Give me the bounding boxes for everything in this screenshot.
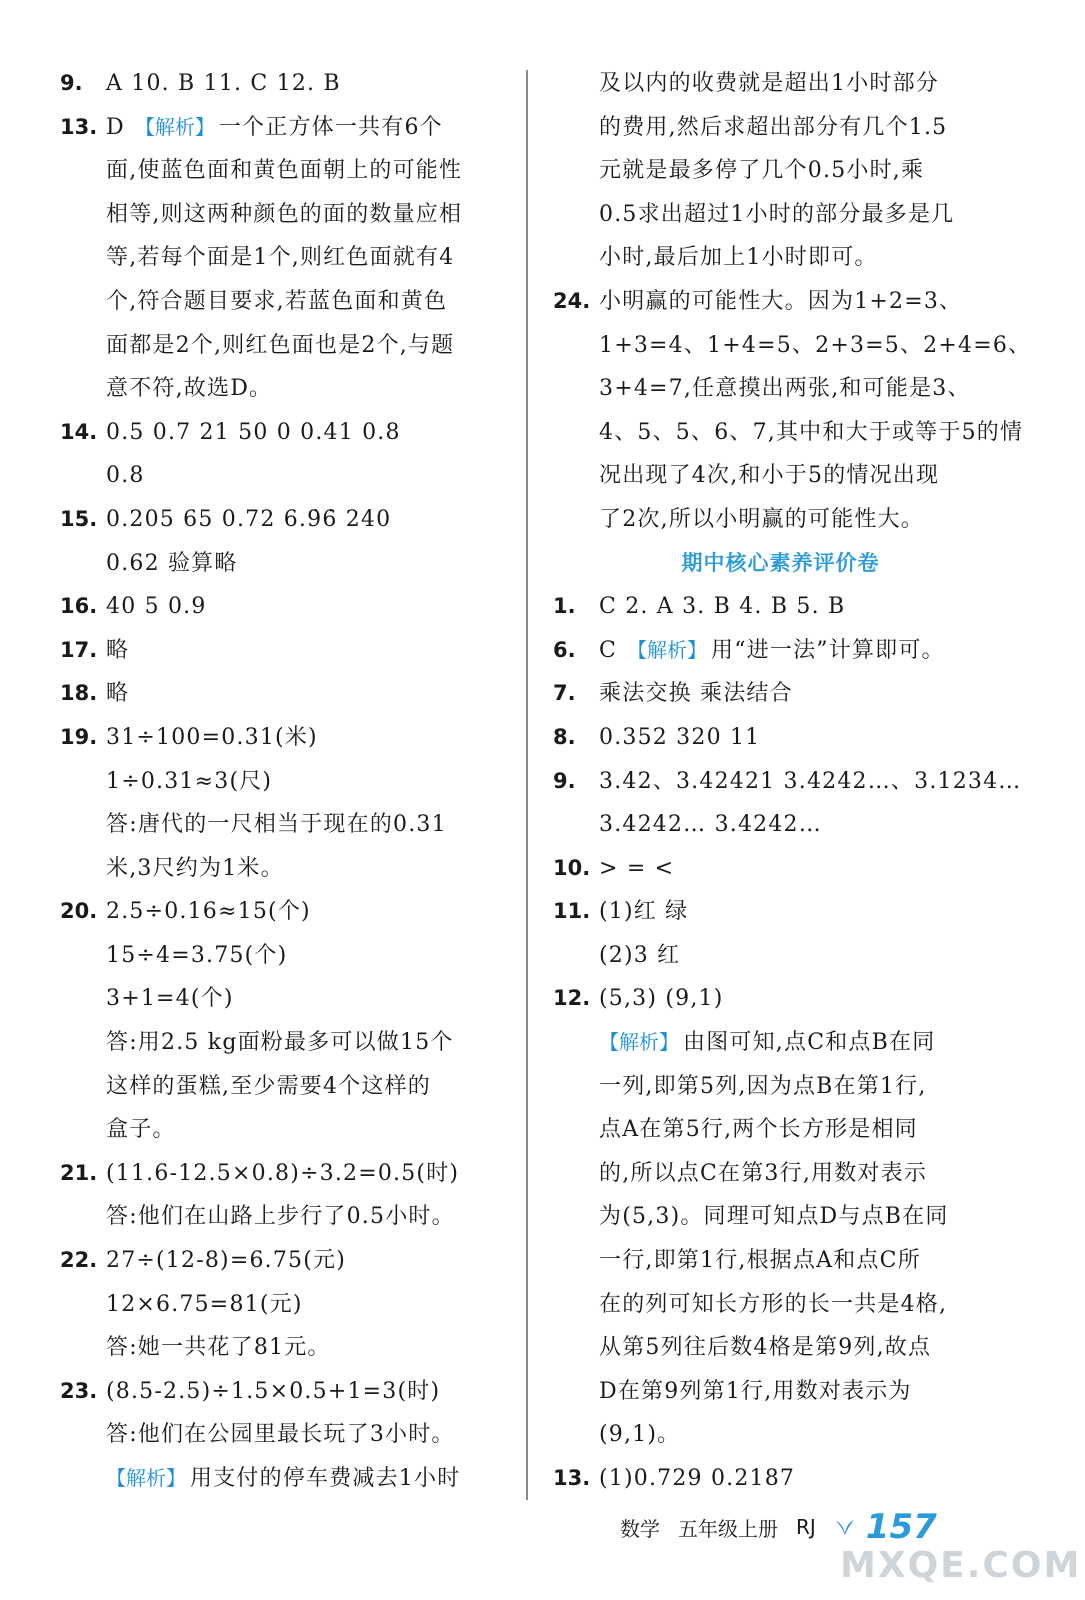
answer-line: [553, 1065, 1008, 1109]
answer-line: [553, 1283, 1008, 1327]
answer-text: 0.205 65 0.72 6.9̇6̇ 240: [106, 506, 392, 532]
answer-text: 一列,即第5列,因为点B在第1行,: [599, 1073, 927, 1099]
answer-line: [60, 760, 500, 804]
answer-text: (8.5-2.5)÷1.5×0.5+1=3(时): [106, 1378, 441, 1404]
answer-line: [60, 977, 500, 1021]
answer-text: 0.352 320 11: [599, 724, 761, 750]
answer-line: [60, 847, 500, 891]
answer-line: [60, 1021, 500, 1065]
answer-item: [553, 585, 1008, 629]
analysis-text: 用“进一法”计算即可。: [711, 637, 945, 663]
answer-item: [60, 498, 500, 542]
answer-line: [553, 149, 1008, 193]
footer-grade: 五年级上册: [678, 1516, 778, 1541]
item-number: 7.: [553, 681, 576, 706]
answer-text: D: [106, 114, 125, 140]
answer-text: 0.8: [106, 463, 145, 489]
answer-line: [553, 106, 1008, 150]
answer-text: 12×6.75=81(元): [106, 1291, 303, 1317]
answer-text: 3.42、3.42421 3.4242…、3.1234…: [599, 768, 1022, 794]
answer-item: [553, 890, 1008, 934]
answer-text: 乘法交换 乘法结合: [599, 681, 793, 707]
item-number: 6.: [553, 637, 576, 662]
answer-text: 3+4=7,任意摸出两张,和可能是3、: [599, 376, 971, 402]
answer-line: [60, 454, 500, 498]
answer-line: [60, 324, 500, 368]
analysis-tag: 【解析】: [134, 114, 215, 139]
item-number: 21.: [60, 1160, 98, 1185]
answer-line: [553, 62, 1008, 106]
answer-text: (1)0.729 0.2187: [599, 1466, 796, 1491]
answer-item: [60, 716, 500, 760]
answer-text: 答:他们在山路上步行了0.5小时。: [106, 1204, 455, 1230]
answer-line: [60, 1413, 500, 1457]
answer-line: [553, 1108, 1008, 1152]
answer-item: [60, 1239, 500, 1283]
answer-text: 面,使蓝色面和黄色面朝上的可能性: [106, 158, 463, 184]
answer-text: 米,3尺约为1米。: [106, 855, 284, 881]
answer-text: 相等,则这两种颜色的面的数量应相: [106, 201, 463, 227]
answer-text: (11.6-12.5×0.8)÷3.2=0.5(时): [106, 1160, 460, 1186]
answer-text: 元就是最多停了几个0.5小时,乘: [599, 158, 925, 184]
answer-text: 答:唐代的一尺相当于现在的0.31: [106, 812, 447, 838]
analysis-text: 一个正方体一共有6个: [218, 114, 443, 140]
answer-text: 27÷(12-8)=6.75(元): [106, 1248, 347, 1274]
answer-text: 及以内的收费就是超出1小时部分: [599, 71, 939, 96]
watermark: MXQE.COM: [840, 1545, 1082, 1586]
answer-item: [553, 760, 1022, 804]
analysis-text: 用支付的停车费减去1小时: [190, 1466, 461, 1491]
answer-text: 了2次,所以小明赢的可能性大。: [599, 506, 924, 532]
answer-item: [60, 62, 500, 106]
answer-text: 一行,即第1行,根据点A和点C所: [599, 1248, 921, 1274]
answer-line: [553, 934, 1008, 978]
answer-line: [553, 1152, 1008, 1196]
answer-text: (1)红 绿: [599, 899, 689, 925]
answer-line: [553, 498, 1008, 542]
answer-text: 盒子。: [106, 1117, 176, 1143]
answer-text: 小明赢的可能性大。因为1+2=3、: [599, 288, 963, 314]
answer-text: 2.5÷0.16≈15(个): [106, 899, 311, 925]
analysis-text: 由图可知,点C和点B在同: [683, 1030, 936, 1056]
answer-text: 略: [106, 637, 130, 663]
analysis-tag: 【解析】: [599, 1030, 679, 1055]
answer-item: [60, 672, 500, 716]
left-column: [60, 62, 500, 1501]
answer-line: [553, 411, 1024, 455]
answer-line: [60, 280, 500, 324]
answer-text: 1÷0.31≈3(尺): [106, 768, 273, 794]
item-number: 19.: [60, 724, 98, 749]
item-number: 13.: [60, 114, 98, 139]
answer-item: [553, 629, 1008, 673]
item-number: 11.: [553, 899, 591, 924]
answer-item: [553, 977, 1008, 1021]
answer-text: 从第5列往后数4格是第9列,故点: [599, 1335, 932, 1361]
item-number: 10.: [553, 855, 591, 880]
answer-item: [553, 1457, 1008, 1501]
item-number: 15.: [60, 506, 98, 531]
answer-line: [60, 193, 500, 237]
answer-line: [553, 193, 1008, 237]
item-number: 1.: [553, 594, 576, 619]
answer-text: C 2. A 3. B 4. B 5. B: [599, 594, 846, 620]
answer-text: C: [599, 637, 618, 663]
answer-text: 0.5求出超过1小时的部分最多是几: [599, 201, 955, 227]
answer-line: [60, 149, 500, 193]
item-number: 23.: [60, 1378, 98, 1403]
answer-line: [60, 1457, 500, 1501]
answer-text: 1+3=4、1+4=5、2+3=5、2+4=6、: [599, 332, 1032, 358]
answer-item: [60, 106, 500, 150]
answer-text: 的,所以点C在第3行,用数对表示: [599, 1160, 928, 1186]
answer-text: 答:他们在公园里最长玩了3小时。: [106, 1422, 455, 1448]
answer-line: [60, 803, 500, 847]
footer-edition: RJ: [796, 1515, 816, 1539]
answer-line: [60, 1326, 500, 1370]
column-divider: [526, 70, 528, 1500]
footer-subject: 数学: [620, 1516, 660, 1541]
item-number: 24.: [553, 288, 591, 313]
item-number: 18.: [60, 681, 98, 706]
item-number: 17.: [60, 637, 98, 662]
answer-line: [60, 1108, 500, 1152]
answer-line: [553, 1370, 1008, 1414]
leaf-icon: [834, 1517, 856, 1537]
answer-text: 面都是2个,则红色面也是2个,与题: [106, 332, 455, 358]
answer-item: [60, 1152, 500, 1196]
answer-item: [553, 847, 1008, 891]
answer-item: [553, 280, 1008, 324]
answer-text: 0.5 0.7 21 50 0 0.41 0.8: [106, 419, 401, 445]
answer-line: [60, 934, 500, 978]
answer-line: [60, 1195, 500, 1239]
answer-line: [553, 324, 1032, 368]
answer-item: [60, 585, 500, 629]
item-number: 16.: [60, 594, 98, 619]
answer-text: 0.62 验算略: [106, 550, 238, 576]
right-column: [553, 62, 1032, 1501]
answer-text: 等,若每个面是1个,则红色面就有4: [106, 245, 455, 271]
answer-line: [553, 803, 1008, 847]
answer-text: 3.4242… 3.4242…: [599, 812, 822, 838]
page-number: 157: [865, 1507, 937, 1547]
answer-text: D在第9列第1行,用数对表示为: [599, 1378, 912, 1404]
answer-item: [60, 411, 500, 455]
answer-line: [553, 1195, 1008, 1239]
answer-line: [60, 1283, 500, 1327]
answer-text: 4、5、5、6、7,其中和大于或等于5的情: [599, 419, 1024, 445]
answer-item: [60, 890, 500, 934]
answer-line: [553, 1021, 1008, 1065]
item-number: 12.: [553, 986, 591, 1011]
answer-text: 15÷4=3.75(个): [106, 942, 288, 968]
answer-text: 意不符,故选D。: [106, 376, 273, 402]
answer-text: A 10. B 11. C 12. B: [106, 71, 341, 96]
answer-line: [553, 1326, 1008, 1370]
answer-item: [553, 672, 1008, 716]
answer-text: 为(5,3)。同理可知点D与点B在同: [599, 1204, 949, 1230]
answer-text: 况出现了4次,和小于5的情况出现: [599, 463, 940, 489]
answer-line: [553, 236, 1008, 280]
answer-text: 略: [106, 681, 130, 707]
answer-text: 这样的蛋糕,至少需要4个这样的: [106, 1073, 431, 1099]
item-number: 9.: [553, 768, 576, 793]
answer-line: [60, 542, 500, 586]
section-heading: 期中核心素养评价卷: [681, 550, 880, 575]
answer-text: 小时,最后加上1小时即可。: [599, 245, 878, 271]
answer-line: [553, 1239, 1008, 1283]
item-number: 20.: [60, 899, 98, 924]
item-number: 14.: [60, 419, 98, 444]
answer-line: [553, 367, 1008, 411]
answer-text: 3+1=4(个): [106, 986, 234, 1012]
answer-item: [60, 629, 500, 673]
answer-text: 的费用,然后求超出部分有几个1.5: [599, 114, 948, 140]
analysis-tag: 【解析】: [106, 1466, 186, 1490]
answer-text: 个,符合题目要求,若蓝色面和黄色: [106, 288, 448, 314]
answer-text: (2)3 红: [599, 942, 681, 968]
answer-line: [60, 367, 500, 411]
answer-line: [553, 1413, 1008, 1457]
answer-text: 答:她一共花了81元。: [106, 1335, 331, 1361]
answer-text: (9,1)。: [599, 1422, 681, 1448]
answer-text: (5,3) (9,1): [599, 986, 724, 1012]
answer-text: 40 5 0.9: [106, 594, 207, 620]
answer-line: [60, 1065, 500, 1109]
item-number: 13.: [553, 1466, 591, 1490]
item-number: 8.: [553, 724, 576, 749]
answer-item: [553, 716, 1008, 760]
answer-item: [60, 1370, 500, 1414]
analysis-tag: 【解析】: [627, 637, 708, 662]
answer-text: > = <: [599, 855, 675, 881]
answer-line: [553, 454, 1008, 498]
item-number: 22.: [60, 1248, 98, 1273]
answer-text: 31÷100=0.31(米): [106, 724, 318, 750]
answer-text: 点A在第5行,两个长方形是相同: [599, 1117, 918, 1143]
answer-line: [60, 236, 500, 280]
answer-text: 在的列可知长方形的长一共是4格,: [599, 1291, 948, 1317]
answer-text: 答:用2.5 kg面粉最多可以做15个: [106, 1030, 454, 1056]
item-number: 9.: [60, 71, 83, 95]
